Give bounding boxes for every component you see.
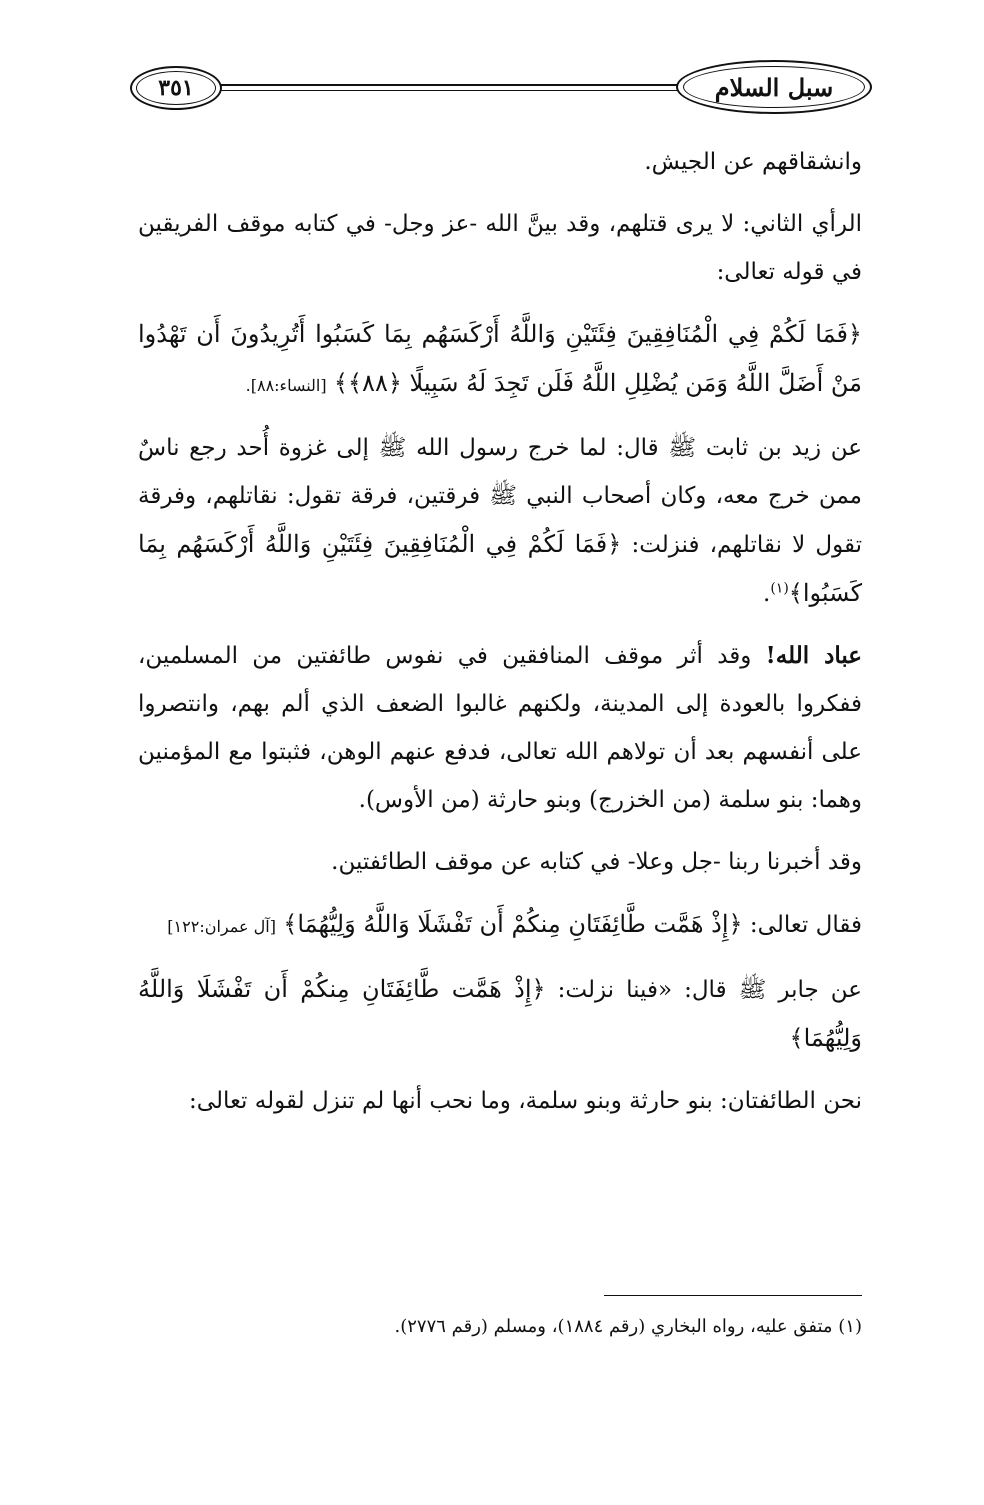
- sentence-end: .: [763, 581, 771, 607]
- paragraph-text: الرأي الثاني: لا يرى قتلهم، وقد بينَّ الله -عز وجل- في كتابه موقف الفريقين في قوله تعالى:: [138, 211, 862, 285]
- verse-reference: [آل عمران:١٢٢]: [167, 917, 276, 936]
- paragraph-text: وقد أثر موقف المنافقين في نفوس طائفتين من المسلمين، ففكروا بالعودة إلى المدينة، ولكنهم غالبوا الضعف الذي ألم بهم، وانتصروا على أنفسهم بعد أن تولاهم الله تعالى، فدفع عنهم الوهن، فثبتوا مع المؤمنين وهما: بنو سلمة (من الخزرج) وبنو حارثة (من الأوس).: [138, 643, 862, 813]
- paragraph-text: نحن الطائفتان: بنو حارثة وبنو سلمة، وما نحب أنها لم تنزل لقوله تعالى:: [189, 1088, 862, 1114]
- page-header: [130, 60, 872, 116]
- quran-verse: ﴿إِذْ هَمَّت طَّائِفَتَانِ مِنكُمْ أَن تَفْشَلَا وَاللَّهُ وَلِيُّهُمَا﴾: [138, 975, 862, 1052]
- book-title: سبل السلام: [714, 72, 834, 102]
- paragraph: [138, 900, 862, 951]
- quran-verse: ﴿إِذْ هَمَّت طَّائِفَتَانِ مِنكُمْ أَن تَفْشَلَا وَاللَّهُ وَلِيُّهُمَا﴾: [283, 910, 743, 938]
- quran-verse: ﴿فَمَا لَكُمْ فِي الْمُنَافِقِينَ فِئَتَيْنِ وَاللَّهُ أَرْكَسَهُم بِمَا كَسَبُوا أَتُرِيدُونَ أَن تَهْدُوا مَنْ أَضَلَّ اللَّهُ وَمَن يُضْلِلِ اللَّهُ فَلَن تَجِدَ لَهُ سَبِيلًا ﴿٨٨﴾﴾: [138, 320, 862, 397]
- paragraph-text: فقال تعالى:: [749, 912, 862, 938]
- header-rule: [210, 84, 692, 86]
- book-title-badge: [676, 60, 872, 114]
- paragraph: [138, 838, 862, 886]
- paragraph-text: وقد أخبرنا ربنا -جل وعلا- في كتابه عن موقف الطائفتين.: [331, 849, 862, 875]
- paragraph: [138, 632, 862, 824]
- quran-verse: ﴿فَمَا لَكُمْ فِي الْمُنَافِقِينَ فِئَتَيْنِ وَاللَّهُ أَرْكَسَهُم بِمَا كَسَبُوا﴾: [138, 530, 862, 607]
- paragraph-text: وانشقاقهم عن الجيش.: [644, 149, 862, 175]
- paragraph: [138, 138, 862, 186]
- footnote: (١) متفق عليه، رواه البخاري (رقم ١٨٨٤)، ومسلم (رقم ٢٧٧٦).: [394, 1316, 862, 1337]
- paragraph-text: عن زيد بن ثابت ﷺ قال: لما خرج رسول الله ﷺ إلى غزوة أُحد رجع ناسٌ ممن خرج معه، وكان أصحاب النبي ﷺ فرقتين، فرقة تقول: نقاتلهم، وفرقة تقول لا نقاتلهم، فنزلت:: [138, 435, 862, 558]
- paragraph-lead: عباد الله!: [765, 642, 863, 669]
- header-rule-inner: [210, 90, 692, 91]
- verse-reference: [النساء:٨٨].: [245, 376, 327, 395]
- paragraph: [138, 965, 862, 1063]
- paragraph: [138, 200, 862, 296]
- page-number: ٣٥١: [158, 75, 194, 101]
- footnote-marker: (١): [770, 580, 789, 597]
- footnote-divider: [604, 1295, 862, 1296]
- main-text: [138, 138, 862, 1139]
- quran-verse-paragraph: [138, 310, 862, 410]
- paragraph: [138, 424, 862, 618]
- page-number-badge: [130, 66, 222, 110]
- paragraph: [138, 1077, 862, 1125]
- paragraph-text: عن جابر ﷺ قال: «فينا نزلت:: [557, 977, 862, 1003]
